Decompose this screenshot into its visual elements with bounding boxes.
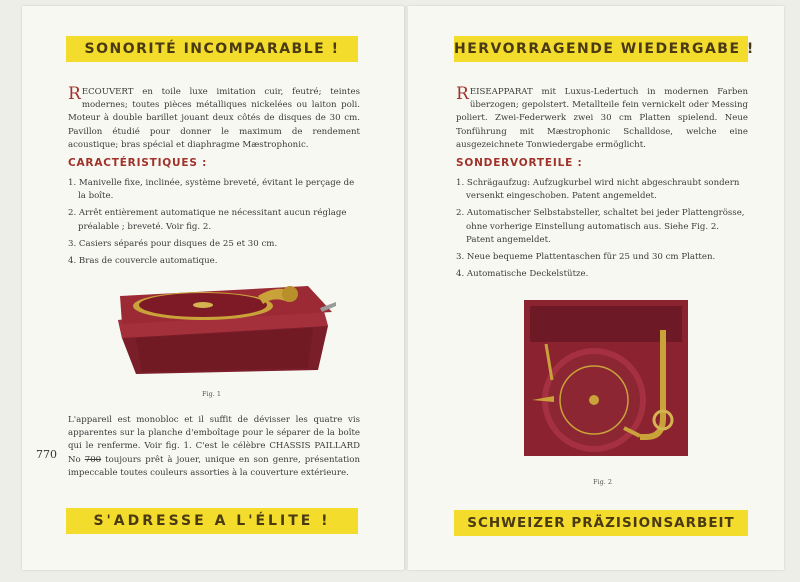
struck-number: 700 — [84, 454, 102, 465]
list-item: 2. Arrêt entièrement automatique ne nécessitant aucun réglage préalable ; breveté. Voir fig. 2. — [68, 208, 347, 232]
gramophone-mechanism-illustration — [524, 300, 688, 456]
gramophone-open-illustration — [108, 278, 338, 378]
left-dropcap: R — [68, 84, 81, 104]
right-top-banner: HERVORRAGENDE WIEDERGABE ! — [454, 36, 748, 62]
right-figure-caption: Fig. 2 — [593, 478, 613, 486]
list-item: 2. Automatischer Selbstabsteller, schaltet bei jeder Plattengrösse, ohne vorherige Einstellung automatisch aus. Siehe Fig. 2. Patent angemeldet. — [456, 208, 745, 245]
right-dropcap: R — [456, 84, 469, 104]
list-item: 1. Manivelle fixe, inclinée, système breveté, évitant le perçage de la boîte. — [68, 178, 355, 202]
closing-text: toujours prêt à jouer, unique en son genre, présentation impeccable toutes couleurs assorties à la couverture extérieure. — [68, 454, 360, 478]
list-item: 3. Casiers séparés pour disques de 25 et 30 cm. — [68, 238, 278, 249]
list-item: 4. Automatische Deckelstütze. — [456, 269, 589, 280]
left-top-banner: SONORITÉ INCOMPARABLE ! — [66, 36, 358, 62]
right-features-list — [456, 177, 748, 285]
left-intro-text: ECOUVERT en toile luxe imitation cuir, feutré; teintes modernes; toutes pièces métalliques nickelées ou laiton poli. Moteur à double barillet jouant deux côtés de disques de 30 cm. Pavillon étudié pour donner le maximum de rendement acoustique; bras spécial et diaphragme Mæstrophonic. — [68, 87, 360, 150]
left-bottom-banner: S'ADRESSE A L'ÉLITE ! — [66, 508, 358, 534]
page-number: 770 — [36, 448, 57, 461]
right-features-heading: SONDERVORTEILE : — [456, 157, 583, 169]
closing-text: L'appareil est monobloc et il suffit de dévisser les quatre vis apparentes sur la planche d'emboîtage pour le séparer de la boîte qui le renferme. Voir fig. 1. C'est le célèbre CHASSIS PAILLARD No — [68, 415, 360, 465]
list-item: 3. Neue bequeme Plattentaschen für 25 und 30 cm Platten. — [456, 252, 716, 263]
left-features-list — [68, 177, 358, 272]
list-item: 4. Bras de couvercle automatique. — [68, 256, 218, 267]
left-features-heading: CARACTÉRISTIQUES : — [68, 157, 208, 169]
left-figure-caption: Fig. 1 — [202, 390, 222, 398]
list-item: 1. Schrägaufzug: Aufzugkurbel wird nicht abgeschraubt sondern versenkt eingeschoben. Patent angemeldet. — [456, 178, 740, 202]
right-intro-paragraph — [456, 86, 748, 152]
left-intro-paragraph — [68, 86, 360, 152]
right-intro-text: EISEAPPARAT mit Luxus-Ledertuch in modernen Farben überzogen; gepolstert. Metallteile fein vernickelt oder Messing poliert. Zwei-Federwerk zwei 30 cm Platten spielend. Neue Tonführung mit Mæstrophonic Schalldose, welche eine ausgezeichnete Tonwiedergabe ermöglicht. — [456, 87, 748, 150]
left-closing-paragraph — [68, 414, 360, 480]
right-bottom-banner: SCHWEIZER PRÄZISIONSARBEIT — [454, 510, 748, 536]
